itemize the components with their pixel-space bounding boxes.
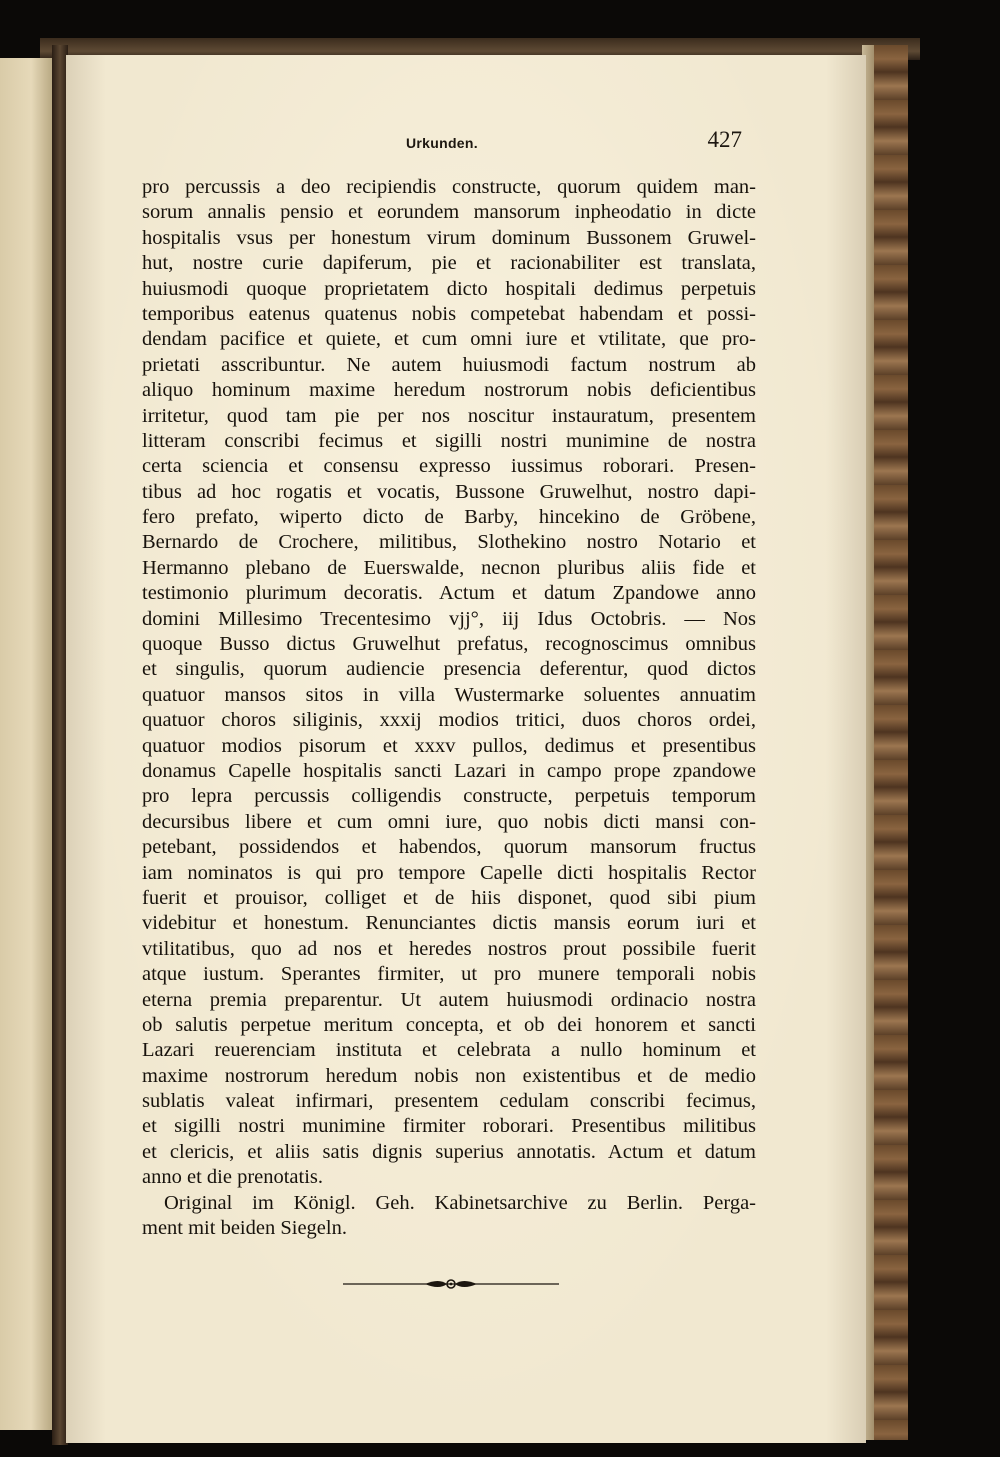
text-line: et singulis, quorum audiencie presencia deferentur, quod dictos xyxy=(142,658,756,681)
running-head-title: Urkunden. xyxy=(406,135,478,151)
text-line: petebant, possidendos et habendos, quorum mansorum fructus xyxy=(142,836,756,859)
running-head xyxy=(66,127,866,163)
text-line: quatuor choros siliginis, xxxij modios tritici, duos choros ordei, xyxy=(142,709,756,732)
text-line: huiusmodi quoque proprietatem dicto hospitali dedimus perpetuis xyxy=(142,277,756,300)
text-line: maxime nostrorum heredum nobis non existentibus et de medio xyxy=(142,1064,756,1087)
text-line: tibus ad hoc rogatis et vocatis, Bussone Gruwelhut, nostro dapi- xyxy=(142,480,756,503)
book-page xyxy=(66,55,866,1443)
text-line: aliquo hominum maxime heredum nostrorum nobis deficientibus xyxy=(142,379,756,402)
facing-page-edge xyxy=(0,58,52,1430)
page-number: 427 xyxy=(707,127,742,152)
text-line: fuerit et prouisor, colliget et de hiis disponet, quod sibi pium xyxy=(142,886,756,909)
text-line: ob salutis perpetue meritum concepta, et ob dei honorem et sancti xyxy=(142,1013,756,1036)
text-line: pro lepra percussis colligendis constructe, perpetuis temporum xyxy=(142,785,756,808)
scroll-rule-ornament-icon xyxy=(343,1277,559,1291)
text-line: domini Millesimo Trecentesimo vjj°, iij Idus Octobris. — Nos xyxy=(142,607,756,630)
text-line: Lazari reuerenciam instituta et celebrata a nullo hominum et xyxy=(142,1039,756,1062)
text-line: temporibus eatenus quatenus nobis competebat habendam et possi- xyxy=(142,302,756,325)
text-line: hospitalis vsus per honestum virum dominum Bussonem Gruwel- xyxy=(142,226,756,249)
text-line: quoque Busso dictus Gruwelhut prefatus, recognoscimus omnibus xyxy=(142,633,756,656)
text-line: eterna premia preparentur. Ut autem huiusmodi ordinacio nostra xyxy=(142,988,756,1011)
text-line: donamus Capelle hospitalis sancti Lazari in campo prope zpandowe xyxy=(142,759,756,782)
text-line: videbitur et honestum. Renunciantes dictis mansis eorum iuri et xyxy=(142,912,756,935)
text-line: decursibus libere et cum omni iure, quo nobis dicti mansi con- xyxy=(142,810,756,833)
text-line: et clericis, et aliis satis dignis superius annotatis. Actum et datum xyxy=(142,1140,756,1163)
text-line: et sigilli nostri munimine firmiter roborari. Presentibus militibus xyxy=(142,1115,756,1138)
text-line: vtilitatibus, quo ad nos et heredes nostros prout possibile fuerit xyxy=(142,937,756,960)
text-line: anno et die prenotatis. xyxy=(142,1166,324,1189)
text-line: iam nominatos is qui pro tempore Capelle dicti hospitalis Rector xyxy=(142,861,756,884)
text-line: Hermanno plebano de Euerswalde, necnon pluribus aliis fide et xyxy=(142,556,756,579)
text-line: sublatis valeat infirmari, presentem cedulam conscribi fecimus, xyxy=(142,1090,756,1113)
text-line: Bernardo de Crochere, militibus, Slothekino nostro Notario et xyxy=(142,531,756,554)
text-line: prietati asscribuntur. Ne autem huiusmodi factum nostrum ab xyxy=(142,353,756,376)
text-line: sorum annalis pensio et eorundem mansorum inpheodatio in dicte xyxy=(142,201,756,224)
archive-note-line: ment mit beiden Siegeln. xyxy=(142,1217,347,1240)
text-line: hut, nostre curie dapiferum, pie et racionabiliter est translata, xyxy=(142,252,756,275)
archive-note-line: Original im Königl. Geh. Kabinetsarchive zu Berlin. Perga- xyxy=(164,1191,756,1214)
book-cover-edge xyxy=(862,45,908,1440)
text-line: quatuor mansos sitos in villa Wustermarke soluentes annuatim xyxy=(142,683,756,706)
text-line: litteram conscribi fecimus et sigilli nostri munimine de nostra xyxy=(142,429,756,452)
text-line: irritetur, quod tam pie per nos noscitur instauratum, presentem xyxy=(142,404,756,427)
text-line: fero prefato, wiperto dicto de Barby, hincekino de Gröbene, xyxy=(142,506,756,529)
text-line: certa sciencia et consensu expresso iussimus roborari. Presen- xyxy=(142,455,756,478)
text-line: quatuor modios pisorum et xxxv pullos, dedimus et presentibus xyxy=(142,734,756,757)
text-line: atque iustum. Sperantes firmiter, ut pro munere temporali nobis xyxy=(142,963,756,986)
text-line: dendam pacifice et quiete, et cum omni iure et vtilitate, que pro- xyxy=(142,328,756,351)
text-line: testimonio plurimum decoratis. Actum et datum Zpandowe anno xyxy=(142,582,756,605)
text-line: pro percussis a deo recipiendis constructe, quorum quidem man- xyxy=(142,176,756,198)
document-body xyxy=(142,175,756,1241)
